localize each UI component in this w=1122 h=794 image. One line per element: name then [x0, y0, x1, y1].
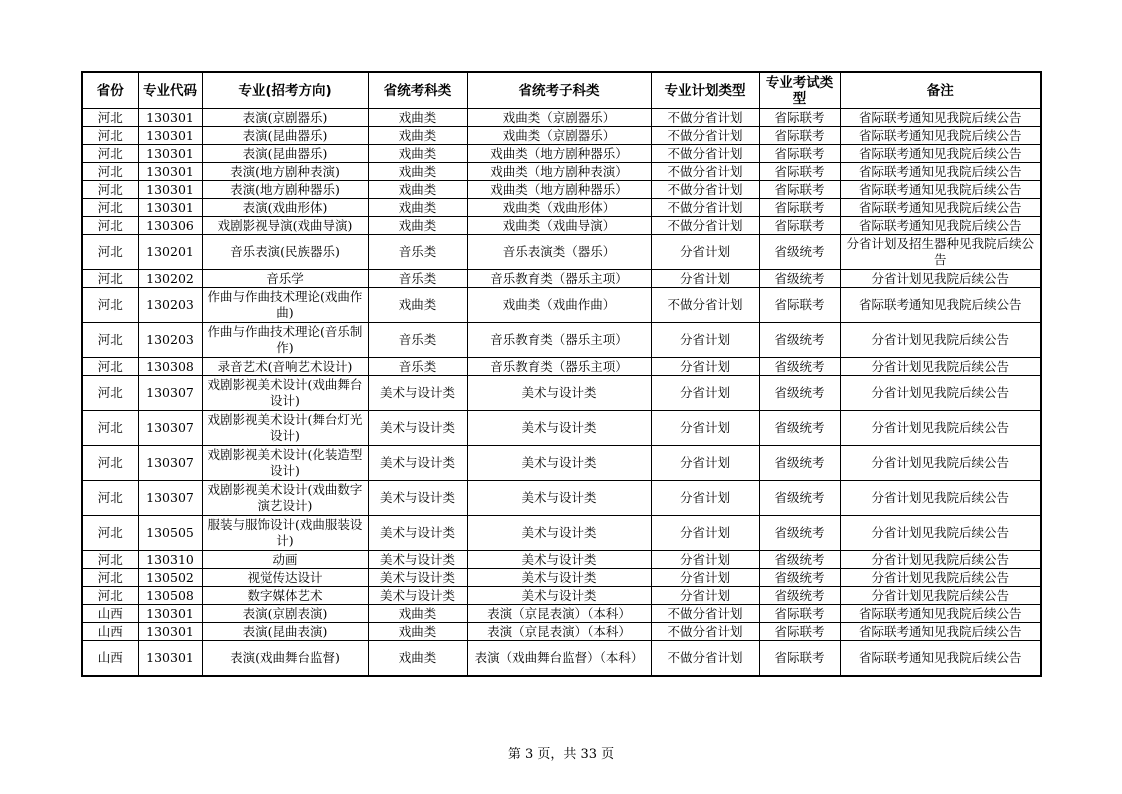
cell-exam-type: 省际联考	[759, 641, 840, 677]
cell-province: 河北	[82, 323, 138, 358]
cell-remarks: 省际联考通知见我院后续公告	[840, 641, 1041, 677]
cell-remarks: 分省计划见我院后续公告	[840, 569, 1041, 587]
cell-exam-type: 省级统考	[759, 411, 840, 446]
cell-remarks: 分省计划见我院后续公告	[840, 411, 1041, 446]
cell-plan-type: 分省计划	[651, 358, 759, 376]
cell-province: 河北	[82, 270, 138, 288]
table-row	[82, 288, 1041, 323]
cell-exam-category: 音乐类	[368, 358, 467, 376]
cell-major-direction: 数字媒体艺术	[202, 587, 368, 605]
cell-exam-category: 美术与设计类	[368, 587, 467, 605]
table-row	[82, 411, 1041, 446]
cell-province: 河北	[82, 199, 138, 217]
cell-plan-type: 不做分省计划	[651, 127, 759, 145]
cell-exam-subcategory: 戏曲类（戏曲形体）	[467, 199, 651, 217]
cell-major-direction: 录音艺术(音响艺术设计)	[202, 358, 368, 376]
cell-major-direction: 音乐表演(民族器乐)	[202, 235, 368, 270]
cell-exam-type: 省级统考	[759, 270, 840, 288]
table-row	[82, 481, 1041, 516]
table-row	[82, 569, 1041, 587]
cell-major-code: 130301	[138, 181, 202, 199]
header-major-direction: 专业(招考方向)	[202, 72, 368, 109]
cell-exam-subcategory: 美术与设计类	[467, 587, 651, 605]
cell-major-code: 130301	[138, 199, 202, 217]
cell-major-code: 130301	[138, 605, 202, 623]
cell-province: 山西	[82, 641, 138, 677]
cell-remarks: 省际联考通知见我院后续公告	[840, 163, 1041, 181]
cell-major-code: 130308	[138, 358, 202, 376]
cell-plan-type: 分省计划	[651, 516, 759, 551]
cell-remarks: 分省计划见我院后续公告	[840, 551, 1041, 569]
table-row	[82, 199, 1041, 217]
cell-remarks: 省际联考通知见我院后续公告	[840, 605, 1041, 623]
cell-major-code: 130202	[138, 270, 202, 288]
cell-exam-category: 音乐类	[368, 323, 467, 358]
cell-province: 山西	[82, 605, 138, 623]
cell-plan-type: 分省计划	[651, 323, 759, 358]
cell-exam-subcategory: 戏曲类（戏曲作曲）	[467, 288, 651, 323]
cell-exam-type: 省际联考	[759, 163, 840, 181]
table-row	[82, 551, 1041, 569]
cell-remarks: 分省计划及招生器种见我院后续公告	[840, 235, 1041, 270]
cell-remarks: 分省计划见我院后续公告	[840, 481, 1041, 516]
cell-exam-type: 省级统考	[759, 235, 840, 270]
cell-major-direction: 戏剧影视美术设计(戏曲数字演艺设计)	[202, 481, 368, 516]
cell-exam-type: 省际联考	[759, 145, 840, 163]
cell-remarks: 分省计划见我院后续公告	[840, 358, 1041, 376]
cell-exam-type: 省级统考	[759, 569, 840, 587]
cell-major-code: 130301	[138, 109, 202, 127]
cell-remarks: 分省计划见我院后续公告	[840, 587, 1041, 605]
cell-exam-subcategory: 美术与设计类	[467, 569, 651, 587]
cell-exam-category: 戏曲类	[368, 199, 467, 217]
cell-remarks: 省际联考通知见我院后续公告	[840, 288, 1041, 323]
cell-exam-subcategory: 音乐教育类（器乐主项）	[467, 323, 651, 358]
cell-major-direction: 戏剧影视美术设计(戏曲舞台设计)	[202, 376, 368, 411]
cell-exam-category: 美术与设计类	[368, 569, 467, 587]
table-row	[82, 109, 1041, 127]
cell-plan-type: 分省计划	[651, 481, 759, 516]
cell-exam-category: 戏曲类	[368, 605, 467, 623]
cell-exam-category: 美术与设计类	[368, 516, 467, 551]
cell-province: 河北	[82, 551, 138, 569]
cell-exam-subcategory: 音乐表演类（器乐）	[467, 235, 651, 270]
cell-province: 河北	[82, 516, 138, 551]
cell-exam-subcategory: 戏曲类（京剧器乐）	[467, 127, 651, 145]
table-row	[82, 323, 1041, 358]
cell-plan-type: 分省计划	[651, 235, 759, 270]
cell-exam-subcategory: 表演（京昆表演）（本科）	[467, 605, 651, 623]
cell-remarks: 省际联考通知见我院后续公告	[840, 145, 1041, 163]
header-exam-type: 专业考试类型	[759, 72, 840, 109]
cell-major-direction: 戏剧影视美术设计(化装造型设计)	[202, 446, 368, 481]
cell-exam-category: 美术与设计类	[368, 551, 467, 569]
cell-exam-subcategory: 美术与设计类	[467, 516, 651, 551]
cell-exam-category: 美术与设计类	[368, 376, 467, 411]
cell-province: 河北	[82, 587, 138, 605]
cell-province: 河北	[82, 481, 138, 516]
table-row	[82, 145, 1041, 163]
cell-exam-subcategory: 音乐教育类（器乐主项）	[467, 270, 651, 288]
cell-province: 河北	[82, 181, 138, 199]
cell-exam-type: 省级统考	[759, 516, 840, 551]
admissions-table	[81, 71, 1042, 677]
cell-major-direction: 戏剧影视导演(戏曲导演)	[202, 217, 368, 235]
cell-exam-subcategory: 戏曲类（戏曲导演）	[467, 217, 651, 235]
cell-plan-type: 不做分省计划	[651, 199, 759, 217]
cell-plan-type: 分省计划	[651, 587, 759, 605]
cell-remarks: 省际联考通知见我院后续公告	[840, 181, 1041, 199]
cell-exam-subcategory: 戏曲类（京剧器乐）	[467, 109, 651, 127]
cell-province: 河北	[82, 358, 138, 376]
cell-major-direction: 表演(戏曲形体)	[202, 199, 368, 217]
header-province: 省份	[82, 72, 138, 109]
cell-plan-type: 分省计划	[651, 446, 759, 481]
cell-major-code: 130307	[138, 481, 202, 516]
cell-remarks: 分省计划见我院后续公告	[840, 516, 1041, 551]
cell-exam-type: 省际联考	[759, 288, 840, 323]
cell-remarks: 省际联考通知见我院后续公告	[840, 623, 1041, 641]
cell-exam-type: 省际联考	[759, 109, 840, 127]
header-remarks: 备注	[840, 72, 1041, 109]
cell-province: 河北	[82, 217, 138, 235]
cell-exam-type: 省际联考	[759, 181, 840, 199]
cell-major-code: 130306	[138, 217, 202, 235]
cell-province: 河北	[82, 288, 138, 323]
cell-province: 河北	[82, 109, 138, 127]
cell-remarks: 省际联考通知见我院后续公告	[840, 127, 1041, 145]
cell-major-direction: 表演(戏曲舞台监督)	[202, 641, 368, 677]
cell-exam-subcategory: 表演（戏曲舞台监督）（本科）	[467, 641, 651, 677]
cell-exam-category: 音乐类	[368, 235, 467, 270]
cell-remarks: 省际联考通知见我院后续公告	[840, 109, 1041, 127]
cell-exam-category: 美术与设计类	[368, 411, 467, 446]
cell-exam-category: 戏曲类	[368, 109, 467, 127]
cell-exam-type: 省级统考	[759, 446, 840, 481]
cell-province: 河北	[82, 446, 138, 481]
cell-plan-type: 分省计划	[651, 569, 759, 587]
table-row	[82, 235, 1041, 270]
cell-exam-type: 省级统考	[759, 376, 840, 411]
cell-major-direction: 视觉传达设计	[202, 569, 368, 587]
cell-plan-type: 不做分省计划	[651, 109, 759, 127]
cell-exam-subcategory: 戏曲类（地方剧种器乐）	[467, 181, 651, 199]
cell-remarks: 分省计划见我院后续公告	[840, 376, 1041, 411]
table-row	[82, 217, 1041, 235]
cell-major-code: 130301	[138, 641, 202, 677]
cell-exam-category: 戏曲类	[368, 217, 467, 235]
cell-exam-subcategory: 美术与设计类	[467, 551, 651, 569]
cell-major-code: 130201	[138, 235, 202, 270]
cell-exam-type: 省际联考	[759, 127, 840, 145]
cell-major-direction: 表演(京剧表演)	[202, 605, 368, 623]
cell-province: 河北	[82, 163, 138, 181]
cell-exam-type: 省级统考	[759, 358, 840, 376]
cell-major-code: 130301	[138, 623, 202, 641]
cell-exam-type: 省级统考	[759, 323, 840, 358]
table-row	[82, 605, 1041, 623]
cell-major-code: 130301	[138, 127, 202, 145]
cell-province: 河北	[82, 411, 138, 446]
cell-plan-type: 不做分省计划	[651, 623, 759, 641]
cell-exam-subcategory: 美术与设计类	[467, 376, 651, 411]
cell-remarks: 省际联考通知见我院后续公告	[840, 217, 1041, 235]
cell-major-code: 130307	[138, 411, 202, 446]
table-row	[82, 587, 1041, 605]
cell-exam-type: 省级统考	[759, 481, 840, 516]
table-row	[82, 623, 1041, 641]
cell-exam-subcategory: 戏曲类（地方剧种表演）	[467, 163, 651, 181]
cell-exam-category: 戏曲类	[368, 127, 467, 145]
cell-exam-type: 省级统考	[759, 587, 840, 605]
cell-exam-category: 戏曲类	[368, 623, 467, 641]
table-row	[82, 516, 1041, 551]
cell-plan-type: 分省计划	[651, 551, 759, 569]
cell-major-direction: 表演(昆曲表演)	[202, 623, 368, 641]
cell-major-direction: 表演(昆曲器乐)	[202, 145, 368, 163]
cell-major-direction: 作曲与作曲技术理论(音乐制作)	[202, 323, 368, 358]
cell-exam-category: 美术与设计类	[368, 481, 467, 516]
cell-exam-category: 戏曲类	[368, 288, 467, 323]
cell-plan-type: 不做分省计划	[651, 641, 759, 677]
cell-major-direction: 动画	[202, 551, 368, 569]
cell-exam-type: 省际联考	[759, 623, 840, 641]
cell-exam-type: 省际联考	[759, 217, 840, 235]
header-exam-category: 省统考科类	[368, 72, 467, 109]
page-footer	[0, 746, 1122, 764]
cell-exam-category: 美术与设计类	[368, 446, 467, 481]
table-row	[82, 376, 1041, 411]
cell-exam-category: 戏曲类	[368, 145, 467, 163]
cell-province: 河北	[82, 376, 138, 411]
cell-major-direction: 作曲与作曲技术理论(戏曲作曲)	[202, 288, 368, 323]
cell-plan-type: 不做分省计划	[651, 163, 759, 181]
header-major-code: 专业代码	[138, 72, 202, 109]
cell-province: 河北	[82, 127, 138, 145]
cell-major-direction: 服装与服饰设计(戏曲服装设计)	[202, 516, 368, 551]
cell-plan-type: 不做分省计划	[651, 145, 759, 163]
table-row	[82, 181, 1041, 199]
cell-exam-subcategory: 美术与设计类	[467, 446, 651, 481]
cell-major-direction: 音乐学	[202, 270, 368, 288]
cell-major-code: 130307	[138, 446, 202, 481]
cell-major-direction: 表演(昆曲器乐)	[202, 127, 368, 145]
cell-major-code: 130301	[138, 145, 202, 163]
cell-major-code: 130502	[138, 569, 202, 587]
table-row	[82, 163, 1041, 181]
cell-exam-category: 音乐类	[368, 270, 467, 288]
cell-plan-type: 不做分省计划	[651, 217, 759, 235]
cell-exam-subcategory: 戏曲类（地方剧种器乐）	[467, 145, 651, 163]
cell-remarks: 省际联考通知见我院后续公告	[840, 199, 1041, 217]
cell-remarks: 分省计划见我院后续公告	[840, 323, 1041, 358]
cell-plan-type: 不做分省计划	[651, 288, 759, 323]
cell-major-code: 130310	[138, 551, 202, 569]
cell-exam-type: 省际联考	[759, 199, 840, 217]
cell-major-code: 130307	[138, 376, 202, 411]
table-row	[82, 641, 1041, 677]
table-row	[82, 446, 1041, 481]
header-exam-subcategory: 省统考子科类	[467, 72, 651, 109]
cell-exam-subcategory: 美术与设计类	[467, 481, 651, 516]
cell-plan-type: 不做分省计划	[651, 605, 759, 623]
cell-exam-type: 省级统考	[759, 551, 840, 569]
cell-remarks: 分省计划见我院后续公告	[840, 270, 1041, 288]
cell-major-code: 130203	[138, 323, 202, 358]
cell-plan-type: 分省计划	[651, 411, 759, 446]
header-row	[82, 72, 1041, 109]
cell-major-code: 130301	[138, 163, 202, 181]
cell-exam-subcategory: 美术与设计类	[467, 411, 651, 446]
cell-province: 山西	[82, 623, 138, 641]
cell-exam-category: 戏曲类	[368, 163, 467, 181]
cell-major-direction: 表演(京剧器乐)	[202, 109, 368, 127]
cell-exam-subcategory: 表演（京昆表演）（本科）	[467, 623, 651, 641]
table-row	[82, 270, 1041, 288]
cell-major-direction: 表演(地方剧种表演)	[202, 163, 368, 181]
page-number: 第 3 页，共 33 页	[507, 747, 615, 762]
cell-remarks: 分省计划见我院后续公告	[840, 446, 1041, 481]
cell-major-code: 130508	[138, 587, 202, 605]
cell-plan-type: 分省计划	[651, 376, 759, 411]
cell-exam-type: 省际联考	[759, 605, 840, 623]
cell-province: 河北	[82, 145, 138, 163]
cell-major-code: 130203	[138, 288, 202, 323]
table-row	[82, 127, 1041, 145]
cell-plan-type: 不做分省计划	[651, 181, 759, 199]
cell-exam-category: 戏曲类	[368, 181, 467, 199]
cell-exam-category: 戏曲类	[368, 641, 467, 677]
cell-province: 河北	[82, 235, 138, 270]
cell-major-direction: 戏剧影视美术设计(舞台灯光设计)	[202, 411, 368, 446]
header-plan-type: 专业计划类型	[651, 72, 759, 109]
cell-major-direction: 表演(地方剧种器乐)	[202, 181, 368, 199]
table-row	[82, 358, 1041, 376]
cell-province: 河北	[82, 569, 138, 587]
cell-exam-subcategory: 音乐教育类（器乐主项）	[467, 358, 651, 376]
cell-plan-type: 分省计划	[651, 270, 759, 288]
cell-major-code: 130505	[138, 516, 202, 551]
